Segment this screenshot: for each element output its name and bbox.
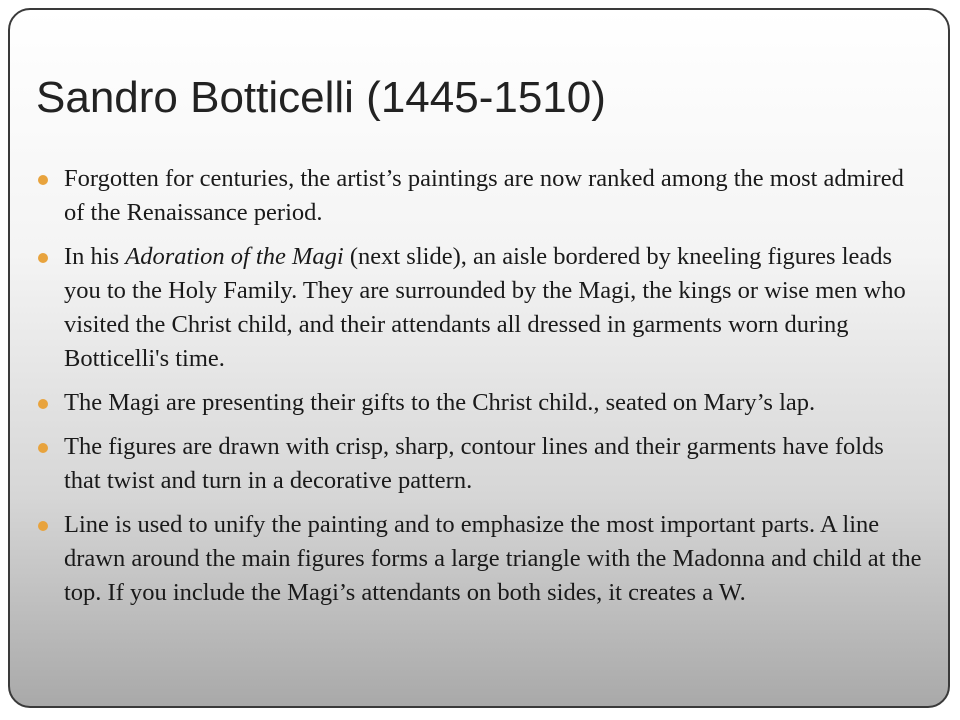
bullet-icon	[38, 175, 48, 185]
bullet-text: The Magi are presenting their gifts to the Christ child., seated on Mary’s lap.	[64, 389, 816, 416]
bullet-icon	[38, 399, 48, 409]
bullet-item	[36, 162, 926, 230]
bullet-text: Line is used to unify the painting and to emphasize the most important parts. A line drawn around the main figures forms a large triangle with the Madonna and child at the top. If you include the Magi’s attendants on both sides, it creates a W.	[64, 511, 922, 606]
bullet-icon	[38, 521, 48, 531]
bullet-item	[36, 240, 926, 376]
slide	[8, 8, 950, 708]
bullet-text-after: (next slide), an aisle bordered by kneeling figures leads you to the Holy Family. They are surrounded by the Magi, the kings or wise men who visited the Christ child, and their attendants all dressed in garments worn during Botticelli's time.	[64, 243, 906, 372]
bullet-list	[36, 162, 926, 620]
painting-title: Adoration of the Magi	[125, 243, 344, 270]
bullet-item	[36, 386, 926, 420]
bullet-item	[36, 508, 926, 610]
slide-title: Sandro Botticelli (1445-1510)	[36, 73, 606, 122]
bullet-text-before: In his	[64, 243, 126, 270]
bullet-text: The figures are drawn with crisp, sharp, contour lines and their garments have folds that twist and turn in a decorative pattern.	[64, 433, 884, 494]
bullet-icon	[38, 253, 48, 263]
bullet-item	[36, 430, 926, 498]
bullet-icon	[38, 443, 48, 453]
bullet-text: Forgotten for centuries, the artist’s paintings are now ranked among the most admired of the Renaissance period.	[64, 165, 904, 226]
